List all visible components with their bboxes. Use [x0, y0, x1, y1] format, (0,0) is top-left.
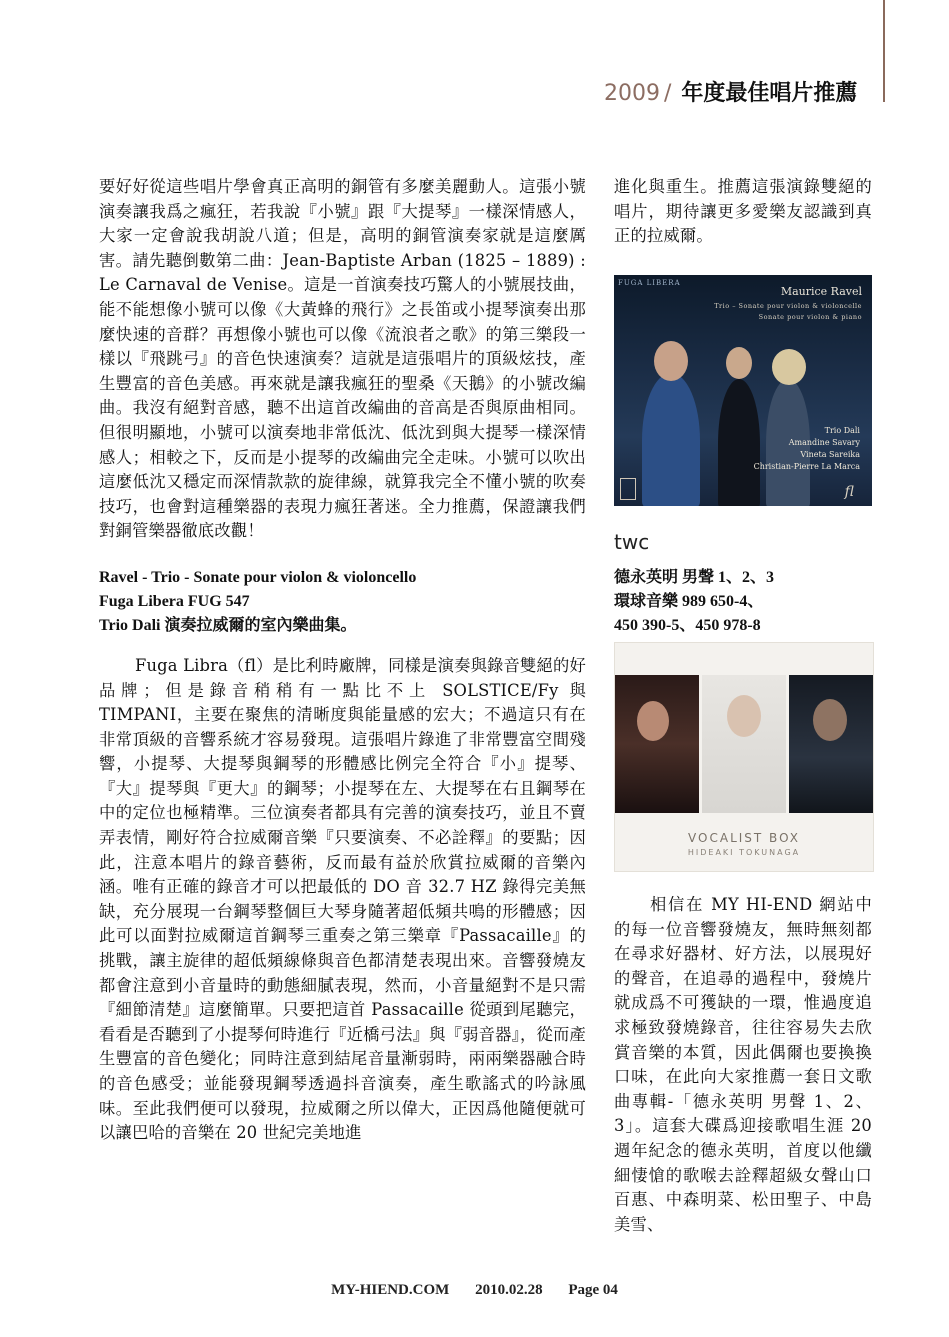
left-column	[99, 175, 586, 1146]
right-column-bottom	[614, 893, 872, 1237]
cover-person-left	[642, 373, 700, 506]
page-footer	[0, 1282, 949, 1299]
header-title: 年度最佳唱片推薦	[681, 81, 858, 106]
ravel-album-label: Fuga Libera FUG 547	[99, 592, 250, 610]
cover-seal-icon	[620, 478, 636, 500]
right-paragraph-1-lead: 進	[614, 177, 632, 196]
footer-date: 2010.02.28	[475, 1282, 543, 1298]
footer-page: Page 04	[568, 1282, 618, 1298]
left-paragraph-2: Fuga Libra（fl）是比利時廠牌，同樣是演奏與錄音雙絕的好品牌；但是錄音稍稍有一點比不上 SOLSTICE/Fy 與 TIMPANI，主要在聚焦的清晰度與能量感的宏大；不過這只有在非常頂級的音響系統才容易發現。這張唱片錄進了非常豐富空間殘響，小提琴、大提琴與鋼琴的形體感比例完全符合『小』提琴、『大』提琴與『更大』的鋼琴；小提琴在左、大提琴在右且鋼琴在中的定位也極精準。三位演奏者都具有完善的演奏技巧，並且不賣弄表情，剛好符合拉威爾音樂『只要演奏、不必詮釋』的要點；因此，注意本唱片的錄音藝術，反而最有益於欣賞拉威爾的音樂內涵。唯有正確的錄音才可以把最低的 DO 音 32.7 HZ 錄得完美無缺，充分展現一台鋼琴整個巨大琴身隨著超低頻共鳴的形體感；因此可以面對拉威爾這首鋼琴三重奏之第三樂章『Passacaille』的挑戰，讓主旋律的超低頻線條與音色都清楚表現出來。音響發燒友都會注意到小音量時的動態細膩表現，然而，小音量絕對不是只需『細節清楚』這麼簡單。只要把這首 Passacaille 從頭到尾聽完，看看是否聽到了小提琴何時進行『近橋弓法』與『弱音器』，從而產生豐富的音色變化；同時注意到結尾音量漸弱時，兩兩樂器融合時的音色感受；並能發現鋼琴透過抖音演奏，產生歌謠式的吟詠風味。至此我們便可以發現，拉威爾之所以偉大，正因爲他隨便就可以讓巴哈的音樂在 20 世紀完美地進	[99, 655, 586, 1143]
tokunaga-album-title: 德永英明 男聲 1、2、3	[614, 569, 775, 586]
cover-ensemble-name: Trio Dali	[824, 426, 860, 435]
cover-member-1: Amandine Savary	[788, 438, 860, 447]
cover-photo-2-face	[727, 695, 761, 737]
right-paragraph-1	[614, 175, 872, 249]
cover-person-middle-head	[726, 347, 752, 379]
cover-works-line-2: Sonate pour violon & piano	[758, 313, 862, 321]
cover-photo-1	[615, 675, 699, 813]
cover-composer: Maurice Ravel	[780, 285, 862, 298]
header-slash: /	[664, 81, 672, 106]
cover-fl-logo: fl	[844, 484, 854, 500]
cover-works	[714, 301, 862, 323]
page-header	[604, 76, 857, 110]
ravel-album-cover	[614, 275, 872, 506]
cover-ensemble	[754, 425, 860, 473]
tokunaga-album-codes: 450 390-5、450 978-8	[614, 617, 761, 634]
right-paragraph-2: 相信在 MY HI-END 網站中的每一位音響發燒友，無時無刻都在尋求好器材、好方法，以展現好的聲音，在追尋的過程中，發燒片就成爲不可獲缺的一環，惟過度追求極致發燒錄音，往往容易失去欣賞音樂的本質，因此偶爾也要換換口味，在此向大家推薦一套日文歌曲專輯-「德永英明 男聲 1、2、3」。這套大碟爲迎接歌唱生涯 20 週年紀念的德永英明，首度以他纖細悽愴的歌喉去詮釋超級女聲山口百惠、中森明菜、松田聖子、中島美雪、	[614, 895, 872, 1234]
ravel-album-title: Ravel - Trio - Sonate pour violon & violoncello	[99, 568, 417, 586]
cover-works-line-1: Trio – Sonate pour violon & violoncelle	[714, 302, 862, 310]
cover-photo-3	[789, 675, 873, 813]
footer-site: MY-HIEND.COM	[331, 1282, 450, 1298]
cover-member-2: Vineta Sareika	[800, 450, 860, 459]
cover-title: VOCALIST BOX	[688, 831, 800, 845]
author-signature: twc	[614, 530, 650, 554]
cover-member-3: Christian-Pierre La Marca	[753, 462, 860, 471]
right-column-top	[614, 175, 872, 249]
header-year: 2009	[604, 81, 660, 106]
left-paragraph-1: 要好好從這些唱片學會真正高明的銅管有多麼美麗動人。這張小號演奏讓我爲之瘋狂，若我說『小號』跟『大提琴』一樣深情感人，大家一定會說我胡說八道；但是，高明的銅管演奏家就是這麼厲害。請先聽倒數第二曲：Jean-Baptiste Arban (1825 – 1889) : Le Carnaval de Venise。這是一首演奏技巧驚人的小號展技曲，能不能想像小號可以像《大黃蜂的飛行》之長笛或小提琴演奏出那麼快速的音群？再想像小號也可以像《流浪者之歌》的第三樂段一樣以『飛跳弓』的音色快速演奏？這就是這張唱片的頂級炫技，產生豐富的音色美感。再來就是讓我瘋狂的聖桑《天鵝》的小號改編曲。我沒有絕對音感，聽不出這首改編曲的音高是否與原曲相同。但很明顯地，小號可以演奏地非常低沈、低沈到與大提琴一樣深情感人；相較之下，反而是小提琴的改編曲完全走味。小號可以吹出這麼低沈又穩定而深情款款的旋律線，就算我完全不懂小號的吹奏技巧，也會對這種樂器的表現力瘋狂著迷。全力推薦，保證讓我們對銅管樂器徹底改觀！	[99, 177, 586, 541]
cover-photo-3-face	[813, 699, 847, 741]
cover-person-left-head	[654, 341, 688, 381]
cover-label: FUGA LIBERA	[618, 279, 681, 287]
cover-artist: HIDEAKI TOKUNAGA	[687, 848, 801, 857]
header-divider-line	[883, 0, 885, 102]
cover-person-right-head	[772, 349, 806, 385]
tokunaga-album-cover	[614, 642, 874, 872]
tokunaga-album-label: 環球音樂 989 650-4、	[614, 593, 764, 610]
right-paragraph-1-body: 化與重生。推薦這張演錄雙絕的唱片，期待讓更多愛樂友認識到真正的拉威爾。	[614, 177, 873, 246]
cover-photo-1-face	[637, 701, 669, 741]
tokunaga-album-info	[614, 566, 884, 638]
ravel-album-desc: Trio Dali 演奏拉威爾的室內樂曲集。	[99, 616, 357, 634]
